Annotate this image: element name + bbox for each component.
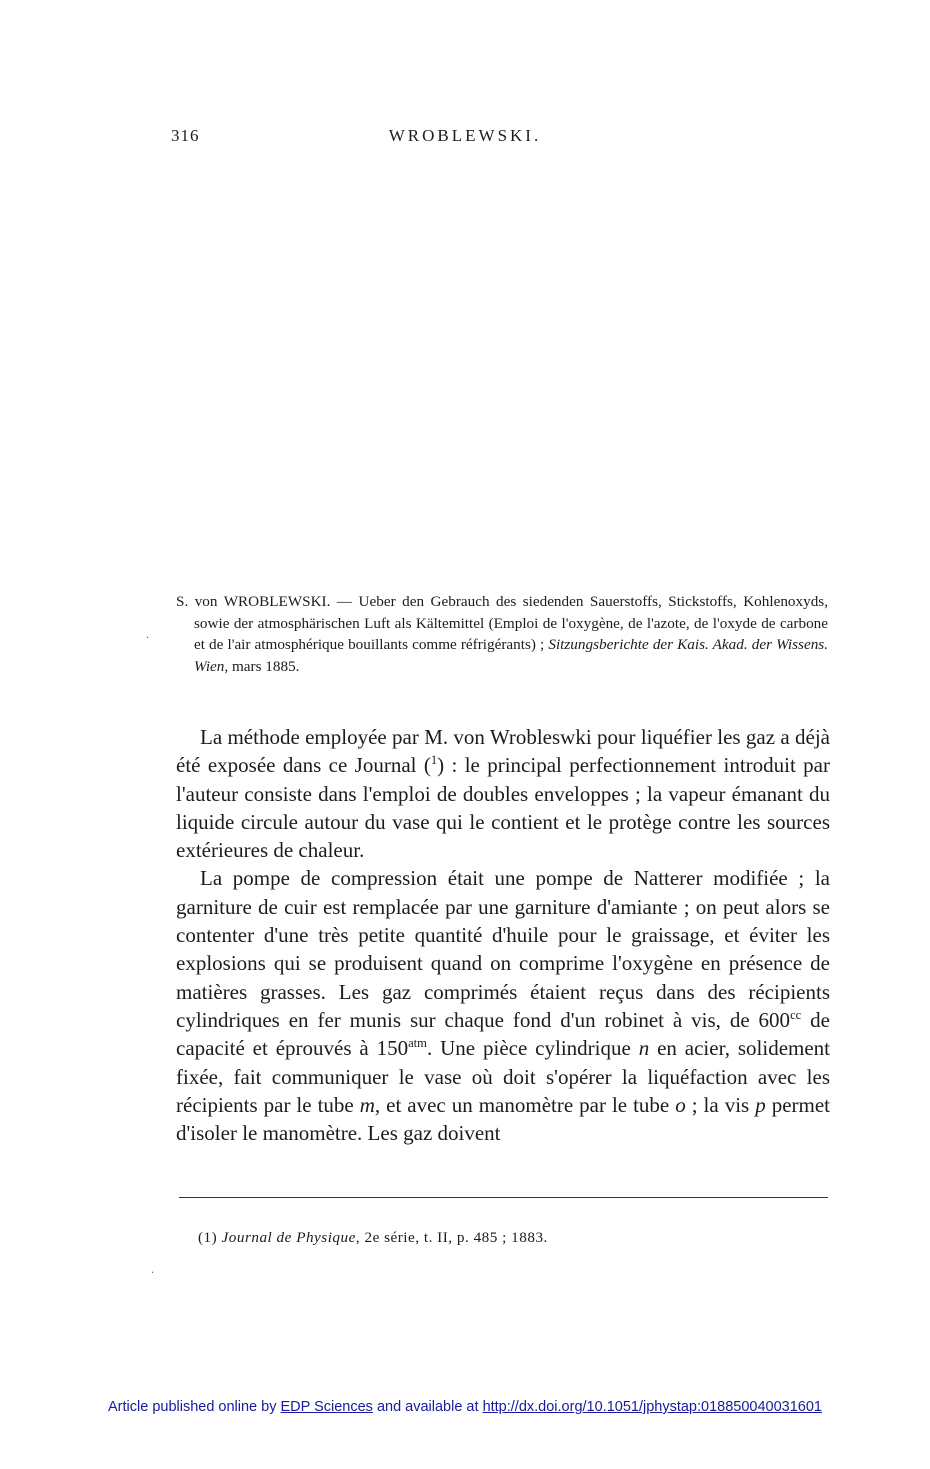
footnote-journal: Journal de Physique [221,1229,356,1246]
footnote [198,1229,548,1247]
stray-mark: . [151,1262,154,1276]
running-title: WROBLEWSKI. [388,126,542,145]
reference-title: Ueber den Gebrauch des siedenden Sauerstoffs, Stickstoffs, Kohlenoxyds, sowie der atmosphärischen Luft als Kältemittel (Emploi de l'oxygène, de l'azote, de l'oxyde de carbone et de l'air atmosphérique bouillants comme réfrigérants) ; [194,593,828,653]
stray-mark: . [146,627,149,641]
edp-sciences-link[interactable]: EDP Sciences [280,1399,373,1415]
reference-journal: Sitzungsberichte der Kais. Akad. der Wissens. Wien [194,636,828,675]
paragraph-1 [176,723,830,864]
paragraph-2-text-f: ; la vis [685,1092,756,1117]
publisher-line [0,1399,930,1415]
variable-p: p [755,1092,766,1117]
unit-cc: cc [790,1007,802,1022]
page-number: 316 [171,126,200,145]
variable-n: n [638,1036,650,1061]
paragraph-2-text-d: en acier, solidement fixée, fait communiquer le vase où doit s'opérer la liquéfaction avec les récipients par le tube [176,1036,831,1117]
publisher-middle: and available at [372,1399,483,1415]
reference-author: S. von WROBLEWSKI. [176,593,331,610]
footnote-separator [179,1197,828,1198]
doi-link[interactable]: http://dx.doi.org/10.1051/jphystap:018850040031601 [482,1399,822,1415]
paragraph-2-text-g: permet d'isoler le manomètre. Les gaz doivent [176,1092,830,1146]
paragraph-2-text-a: La pompe de compression était une pompe de Natterer modifiée ; la garniture de cuir est remplacée par une garniture d'amiante ; on peut alors se contenter d'une très petite quantité d'huile pour le graissage, et éviter les explosions qui se produisent quand on comprime l'oxygène en présence de matières grasses. Les gaz comprimés étaient reçus dans des récipients cylindriques en fer munis sur chaque fond d'un robinet à vis, de 600 [176,866,830,1032]
reference-date: , mars 1885. [224,657,300,675]
variable-o: o [675,1092,686,1117]
unit-atm: atm [408,1036,427,1051]
bibliographic-reference [176,591,828,677]
footnote-rest: , 2e série, t. II, p. 485 ; 1883. [355,1229,548,1246]
main-text [176,723,830,1147]
paragraph-2 [176,864,830,1147]
paragraph-1-text-a: La méthode employée par M. von Wrobleswki pour liquéfier les gaz a déjà été exposée dans ce Journal ( [176,725,830,778]
paragraph-1-text-b: ) : le principal perfectionnement introduit par l'auteur consiste dans l'emploi de doubles enveloppes ; la vapeur émanant du liquide circule autour du vase qui le contient et le protège contre les sources extérieures de chaleur. [176,753,830,863]
reference-dash: — [330,593,359,610]
footnote-marker: (1) [198,1229,218,1246]
publisher-prefix: Article published online by [108,1399,281,1415]
footnote-ref: 1 [430,753,438,768]
paragraph-2-text-b: de capacité et éprouvés à 150 [176,1007,830,1061]
variable-m: m [359,1092,375,1117]
paragraph-2-text-c: . Une pièce cylindrique [426,1036,639,1061]
paragraph-2-text-e: , et avec un manomètre par le tube [374,1092,676,1117]
